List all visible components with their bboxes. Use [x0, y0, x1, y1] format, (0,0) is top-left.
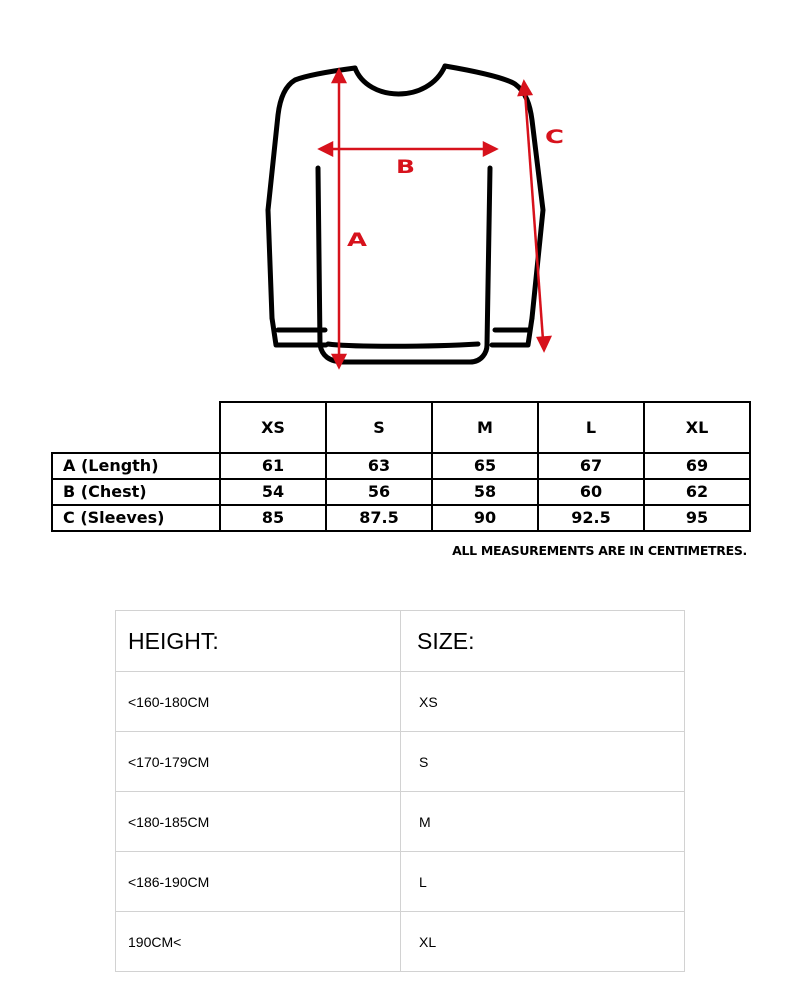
value-cell: 90: [432, 505, 538, 531]
measurement-table: [51, 401, 751, 532]
sweater-diagram: [0, 0, 800, 400]
value-cell: 92.5: [538, 505, 644, 531]
size-header: XL: [644, 402, 750, 453]
height-cell: 190CM<: [116, 912, 401, 972]
size-header-row: [52, 402, 750, 453]
arrow-b-head-left: [320, 143, 332, 155]
value-cell: 61: [220, 453, 326, 479]
label-a: A: [347, 229, 368, 251]
row-label: C (Sleeves): [52, 505, 220, 531]
size-cell: XL: [401, 912, 685, 972]
size-header: XS: [220, 402, 326, 453]
height-size-row: [116, 852, 685, 912]
height-size-row: [116, 672, 685, 732]
label-b: B: [396, 156, 415, 178]
row-label: B (Chest): [52, 479, 220, 505]
value-cell: 67: [538, 453, 644, 479]
label-c: C: [545, 126, 564, 148]
value-cell: 63: [326, 453, 432, 479]
value-cell: 58: [432, 479, 538, 505]
size-cell: XS: [401, 672, 685, 732]
height-size-row: [116, 912, 685, 972]
size-cell: L: [401, 852, 685, 912]
sweater-outline: [268, 66, 543, 362]
arrow-b-head-right: [484, 143, 496, 155]
size-cell: M: [401, 792, 685, 852]
chest-row: [52, 479, 750, 505]
length-row: [52, 453, 750, 479]
value-cell: 65: [432, 453, 538, 479]
sleeves-row: [52, 505, 750, 531]
height-size-row: [116, 792, 685, 852]
value-cell: 56: [326, 479, 432, 505]
size-header: L: [538, 402, 644, 453]
value-cell: 62: [644, 479, 750, 505]
value-cell: 95: [644, 505, 750, 531]
size-cell: S: [401, 732, 685, 792]
arrow-c-head-top: [519, 82, 531, 95]
size-header: SIZE:: [401, 611, 685, 672]
arrow-c-head-bottom: [538, 337, 550, 350]
units-note: ALL MEASUREMENTS ARE IN CENTIMETRES.: [452, 543, 747, 558]
size-header: M: [432, 402, 538, 453]
height-size-row: [116, 732, 685, 792]
value-cell: 85: [220, 505, 326, 531]
value-cell: 54: [220, 479, 326, 505]
blank-cell: [52, 402, 220, 453]
height-header: HEIGHT:: [116, 611, 401, 672]
height-cell: <170-179CM: [116, 732, 401, 792]
arrow-a-head-bottom: [333, 355, 345, 367]
size-header: S: [326, 402, 432, 453]
height-cell: <186-190CM: [116, 852, 401, 912]
row-label: A (Length): [52, 453, 220, 479]
value-cell: 87.5: [326, 505, 432, 531]
height-size-header-row: [116, 611, 685, 672]
value-cell: 69: [644, 453, 750, 479]
value-cell: 60: [538, 479, 644, 505]
height-cell: <160-180CM: [116, 672, 401, 732]
measurement-arrows: [320, 70, 550, 367]
height-size-table: [115, 610, 685, 972]
height-cell: <180-185CM: [116, 792, 401, 852]
